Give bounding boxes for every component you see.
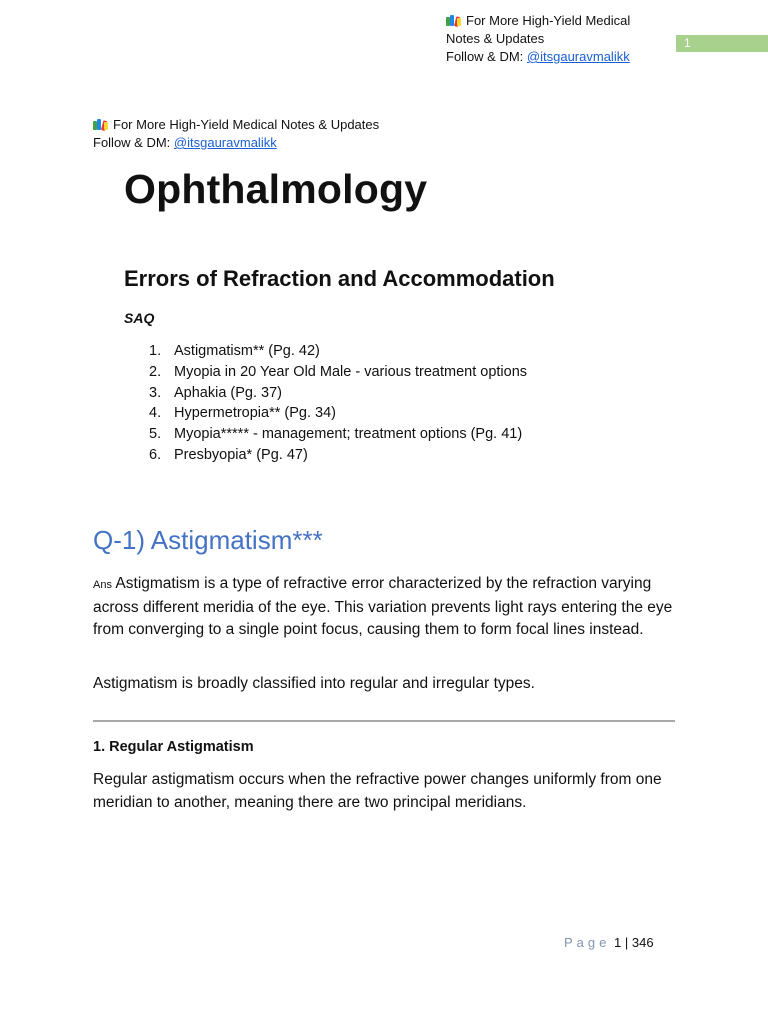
saq-item	[149, 445, 527, 466]
saq-item-text: Myopia in 20 Year Old Male - various treatment options	[174, 363, 528, 380]
promo-handle-link[interactable]: @itsgauravmalikk	[173, 135, 277, 150]
question-heading: Q-1) Astigmatism***	[93, 525, 323, 555]
header-note	[446, 12, 666, 66]
header-promo-text: For More High-Yield Medical	[466, 13, 631, 28]
saq-item-text: Myopia***** - management; treatment options (Pg. 41)	[174, 426, 523, 443]
answer-text: Astigmatism is a type of refractive error characterized by the refraction varying across different meridia of the eye. This variation prevents light rays entering the eye from converging to a single point focus, causing them to form focal lines instead.	[93, 575, 673, 639]
saq-item-number: 1.	[149, 343, 162, 359]
footer-page-word: Page	[564, 935, 611, 950]
footer-page-number: 1	[614, 935, 622, 950]
footer-separator: |	[624, 935, 629, 950]
answer-paragraph	[93, 573, 678, 642]
saq-item-text: Hypermetropia** (Pg. 34)	[174, 405, 336, 422]
chapter-subtitle: Errors of Refraction and Accommodation	[124, 266, 555, 291]
saq-item-number: 3.	[149, 384, 162, 401]
promo-follow-line	[93, 134, 379, 152]
saq-item-number: 4.	[149, 405, 162, 422]
saq-list	[149, 341, 527, 466]
header-follow-line	[446, 48, 666, 66]
promo-follow-label: Follow & DM:	[93, 135, 171, 150]
header-promo-text-2: Notes & Updates	[446, 31, 545, 46]
saq-item	[149, 341, 527, 362]
saq-item	[149, 403, 527, 424]
page-footer	[564, 935, 654, 950]
regular-astigmatism-paragraph: Regular astigmatism occurs when the refractive power changes uniformly from one meridian to another, meaning there are two principal meridians.	[93, 771, 662, 811]
promo-text: For More High-Yield Medical Notes & Updates	[113, 117, 380, 132]
promo-block	[93, 116, 379, 152]
answer-tag: Ans	[93, 579, 112, 591]
classification-paragraph: Astigmatism is broadly classified into regular and irregular types.	[93, 675, 535, 692]
saq-item-number: 5.	[149, 426, 162, 443]
saq-item-text: Presbyopia* (Pg. 47)	[174, 446, 308, 463]
header-note-line-1	[446, 12, 666, 30]
document-title: Ophthalmology	[124, 166, 428, 212]
saq-item-text: Aphakia (Pg. 37)	[174, 384, 283, 401]
section-heading: 1. Regular Astigmatism	[93, 739, 254, 755]
saq-item	[149, 383, 527, 404]
saq-label: SAQ	[124, 310, 155, 326]
books-icon	[93, 119, 108, 130]
saq-item-number: 6.	[149, 446, 162, 463]
saq-item	[149, 362, 527, 383]
books-icon	[446, 15, 461, 26]
header-handle-link[interactable]: @itsgauravmalikk	[526, 49, 630, 64]
saq-item-number: 2.	[149, 363, 162, 380]
footer-total-pages: 346	[631, 935, 654, 950]
saq-item-text: Astigmatism** (Pg. 42)	[174, 343, 320, 359]
promo-line	[93, 116, 379, 134]
saq-item	[149, 424, 527, 445]
page-number-tab: 1	[676, 35, 768, 52]
section-divider	[93, 720, 675, 722]
header-follow-label: Follow & DM:	[446, 49, 524, 64]
